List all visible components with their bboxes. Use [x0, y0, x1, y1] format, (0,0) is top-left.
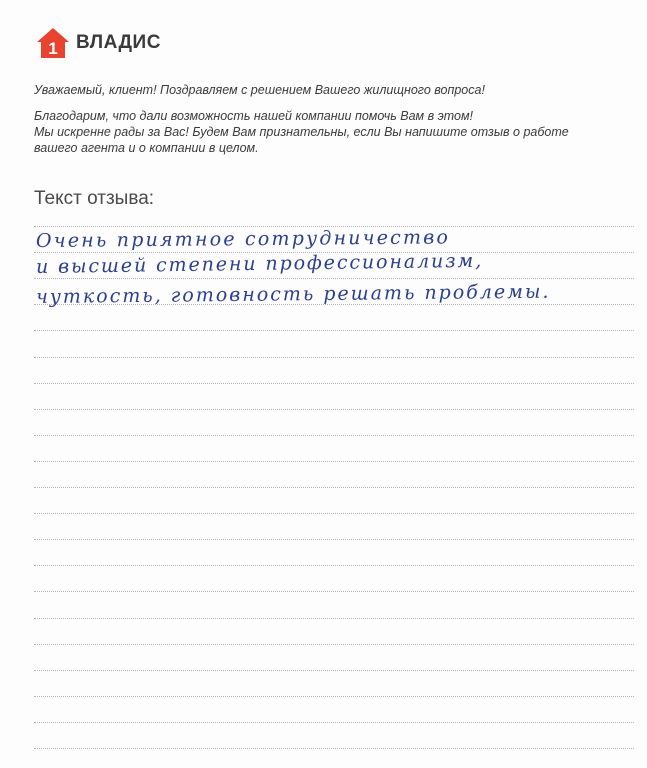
ruled-line [34, 591, 634, 592]
ruled-line [34, 461, 634, 462]
ruled-line [34, 670, 634, 671]
logo-digit: 1 [48, 39, 58, 58]
ruled-line [34, 696, 634, 697]
intro-request-end: вашего агента и о компании в целом. [34, 141, 259, 155]
review-lined-area [34, 226, 634, 766]
ruled-line [34, 409, 634, 410]
handwritten-line: и высшей степени профессионализм, [35, 249, 484, 278]
intro-thanks: Благодарим, что дали возможность нашей компании помочь Вам в этом! [34, 109, 474, 123]
handwritten-line: Очень приятное сотрудничество [35, 226, 451, 252]
ruled-line [34, 748, 634, 749]
review-title: Текст отзыва: [34, 188, 155, 209]
ruled-line [34, 330, 634, 331]
ruled-line [34, 722, 634, 723]
intro-request: Мы искренне рады за Вас! Будем Вам признательны, если Вы напишите отзыв о работе [34, 125, 569, 139]
handwritten-line: чуткость, готовность решать проблемы. [35, 280, 551, 308]
ruled-line [34, 383, 634, 384]
intro-greeting: Уважаемый, клиент! Поздравляем с решением Вашего жилищного вопроса! [34, 83, 485, 97]
ruled-line [34, 435, 634, 436]
ruled-line [34, 513, 634, 514]
ruled-line [34, 487, 634, 488]
company-name: ВЛАДИС [76, 32, 161, 53]
intro-text [34, 82, 614, 156]
house-icon [36, 27, 70, 59]
ruled-line [34, 565, 634, 566]
ruled-line [34, 357, 634, 358]
ruled-line [34, 278, 634, 279]
ruled-line [34, 644, 634, 645]
ruled-line [34, 539, 634, 540]
company-logo [36, 26, 161, 60]
ruled-line [34, 618, 634, 619]
